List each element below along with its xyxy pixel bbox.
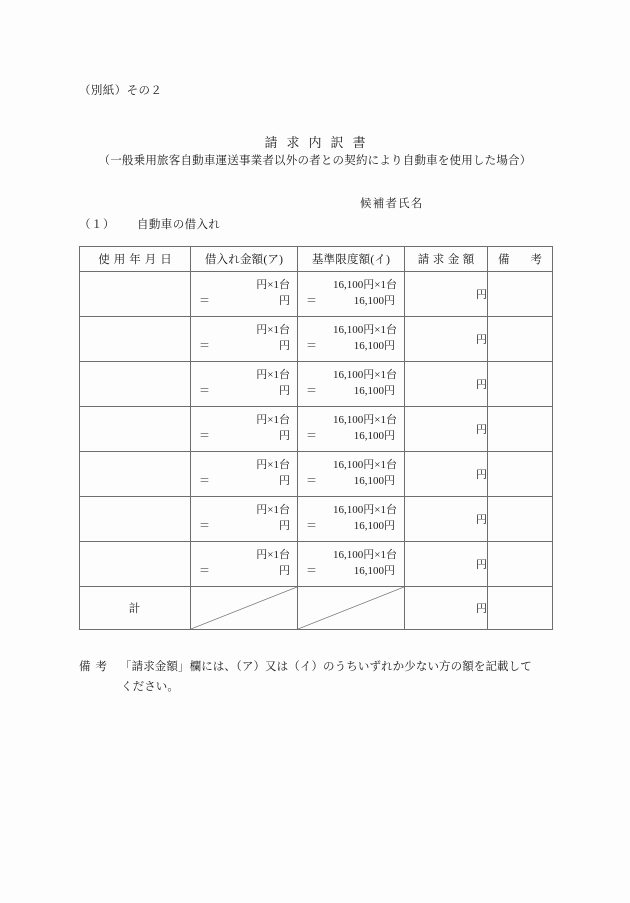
limit-equals: ＝	[306, 340, 317, 352]
cell-borrow-amount[interactable]	[191, 452, 298, 497]
cell-remarks[interactable]	[488, 362, 553, 407]
limit-equals: ＝	[306, 430, 317, 442]
cell-remarks[interactable]	[488, 497, 553, 542]
limit-equals: ＝	[306, 565, 317, 577]
cell-standard-limit	[298, 542, 405, 587]
borrow-value: 円	[279, 565, 290, 577]
billing-table	[79, 246, 553, 630]
borrow-equals: ＝	[199, 340, 210, 352]
table-body	[80, 272, 553, 630]
cell-borrow-amount[interactable]	[191, 272, 298, 317]
cell-standard-limit	[298, 362, 405, 407]
limit-line1: 16,100円×1台	[333, 369, 397, 382]
header-remarks-char2: 考	[530, 254, 542, 266]
borrow-value: 円	[279, 430, 290, 442]
header-remarks	[488, 247, 553, 272]
total-label: 計	[80, 587, 191, 630]
borrow-equals: ＝	[199, 295, 210, 307]
table-header-row	[80, 247, 553, 272]
total-remarks[interactable]	[488, 587, 553, 630]
header-date: 使用年月日	[80, 247, 191, 272]
cell-remarks[interactable]	[488, 542, 553, 587]
candidate-name-label: 候補者氏名	[360, 198, 424, 210]
cell-standard-limit	[298, 272, 405, 317]
limit-value: 16,100円	[353, 385, 395, 397]
limit-equals: ＝	[306, 295, 317, 307]
borrow-value: 円	[279, 475, 290, 487]
borrow-line1: 円×1台	[256, 504, 290, 517]
cell-borrow-amount[interactable]	[191, 407, 298, 452]
limit-line1: 16,100円×1台	[333, 414, 397, 427]
table-row	[80, 407, 553, 452]
borrow-equals: ＝	[199, 430, 210, 442]
limit-equals: ＝	[306, 385, 317, 397]
limit-line1: 16,100円×1台	[333, 459, 397, 472]
table-row	[80, 452, 553, 497]
table-total-row	[80, 587, 553, 630]
cell-borrow-amount[interactable]	[191, 497, 298, 542]
billing-table-container	[79, 246, 552, 630]
borrow-equals: ＝	[199, 565, 210, 577]
header-standard-limit: 基準限度額(イ)	[298, 247, 405, 272]
cell-remarks[interactable]	[488, 407, 553, 452]
borrow-line1: 円×1台	[256, 459, 290, 472]
cell-standard-limit	[298, 497, 405, 542]
table-row	[80, 497, 553, 542]
cell-borrow-amount[interactable]	[191, 542, 298, 587]
limit-equals: ＝	[306, 475, 317, 487]
cell-date[interactable]	[80, 497, 191, 542]
cell-claim-amount[interactable]: 円	[405, 317, 488, 362]
cell-claim-amount[interactable]: 円	[405, 497, 488, 542]
limit-value: 16,100円	[353, 475, 395, 487]
total-borrow-struck	[191, 587, 298, 630]
table-row	[80, 317, 553, 362]
borrow-line1: 円×1台	[256, 324, 290, 337]
borrow-line1: 円×1台	[256, 279, 290, 292]
limit-value: 16,100円	[353, 340, 395, 352]
cell-claim-amount[interactable]: 円	[405, 542, 488, 587]
cell-standard-limit	[298, 407, 405, 452]
section-text: 自動車の借入れ	[137, 219, 221, 231]
table-header	[80, 247, 553, 272]
borrow-value: 円	[279, 295, 290, 307]
cell-remarks[interactable]	[488, 452, 553, 497]
header-borrow-amount: 借入れ金額(ア)	[191, 247, 298, 272]
limit-value: 16,100円	[353, 565, 395, 577]
limit-line1: 16,100円×1台	[333, 504, 397, 517]
attachment-label: （別紙）その２	[79, 85, 163, 97]
page-subtitle: （一般乗用旅客自動車運送事業者以外の者との契約により自動車を使用した場合）	[98, 155, 532, 167]
total-limit-struck	[298, 587, 405, 630]
borrow-equals: ＝	[199, 520, 210, 532]
cell-date[interactable]	[80, 272, 191, 317]
limit-value: 16,100円	[353, 295, 395, 307]
cell-standard-limit	[298, 452, 405, 497]
cell-claim-amount[interactable]: 円	[405, 362, 488, 407]
cell-date[interactable]	[80, 317, 191, 362]
cell-borrow-amount[interactable]	[191, 362, 298, 407]
borrow-line1: 円×1台	[256, 549, 290, 562]
table-row	[80, 272, 553, 317]
header-remarks-char1: 備	[498, 254, 510, 266]
cell-claim-amount[interactable]: 円	[405, 272, 488, 317]
cell-claim-amount[interactable]: 円	[405, 452, 488, 497]
limit-line1: 16,100円×1台	[333, 279, 397, 292]
limit-line1: 16,100円×1台	[333, 324, 397, 337]
cell-date[interactable]	[80, 362, 191, 407]
header-claim-amount: 請求金額	[405, 247, 488, 272]
cell-date[interactable]	[80, 452, 191, 497]
total-claim-amount[interactable]: 円	[405, 587, 488, 630]
table-row	[80, 542, 553, 587]
cell-date[interactable]	[80, 542, 191, 587]
section-heading	[79, 216, 220, 232]
footnote-body: 「請求金額」欄には、（ア）又は（イ）のうちいずれか少ない方の額を記載して	[120, 661, 532, 673]
borrow-value: 円	[279, 340, 290, 352]
limit-value: 16,100円	[353, 430, 395, 442]
cell-claim-amount[interactable]: 円	[405, 407, 488, 452]
footnote-heading: 備考	[79, 661, 112, 673]
footnote-continuation: ください。	[121, 681, 179, 694]
borrow-line1: 円×1台	[256, 369, 290, 382]
cell-date[interactable]	[80, 407, 191, 452]
table-row	[80, 362, 553, 407]
cell-remarks[interactable]	[488, 272, 553, 317]
limit-value: 16,100円	[353, 520, 395, 532]
limit-line1: 16,100円×1台	[333, 549, 397, 562]
borrow-line1: 円×1台	[256, 414, 290, 427]
cell-standard-limit	[298, 317, 405, 362]
section-number: （１）	[79, 219, 115, 231]
borrow-equals: ＝	[199, 475, 210, 487]
limit-equals: ＝	[306, 520, 317, 532]
page-title: 請求内訳書	[264, 135, 375, 150]
borrow-value: 円	[279, 520, 290, 532]
borrow-equals: ＝	[199, 385, 210, 397]
cell-borrow-amount[interactable]	[191, 317, 298, 362]
cell-remarks[interactable]	[488, 317, 553, 362]
borrow-value: 円	[279, 385, 290, 397]
footnote	[79, 657, 569, 697]
